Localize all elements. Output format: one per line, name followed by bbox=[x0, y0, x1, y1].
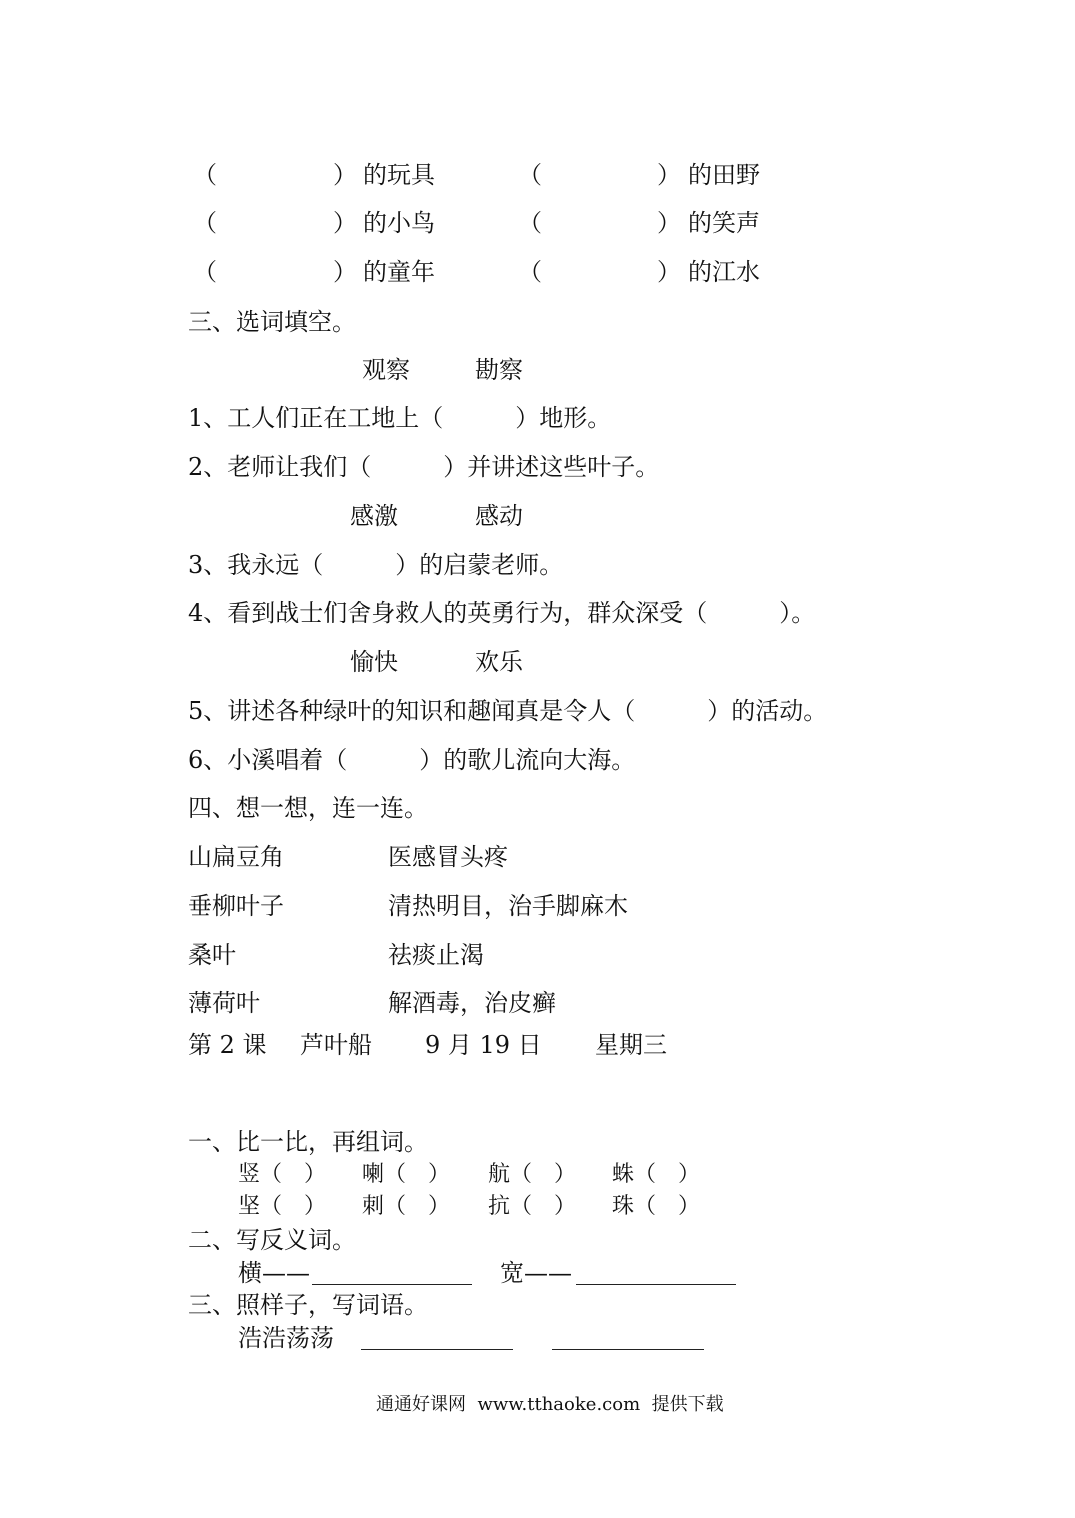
compare-word: 航（ ） bbox=[488, 1162, 577, 1187]
question-2: 2、老师让我们（ ）并讲述这些叶子。 bbox=[188, 453, 660, 481]
lesson-date: 9 月 19 日 bbox=[425, 1031, 542, 1059]
question-5: 5、讲述各种绿叶的知识和趣闻真是令人（ ）的活动。 bbox=[188, 697, 828, 725]
match-left-item: 薄荷叶 bbox=[188, 989, 260, 1017]
l2-section-2-heading: 二、写反义词。 bbox=[188, 1226, 356, 1254]
phrase-text: 的笑声 bbox=[688, 209, 760, 237]
compare-word: 刺（ ） bbox=[362, 1194, 451, 1219]
lesson-title: 芦叶船 bbox=[300, 1031, 372, 1059]
word-choice: 欢乐 bbox=[475, 648, 523, 676]
l2-section-3-heading: 三、照样子，写词语。 bbox=[188, 1291, 428, 1319]
compare-word: 蛛（ ） bbox=[612, 1162, 701, 1187]
phrase-text: 的童年 bbox=[363, 258, 435, 286]
phrase-text: 的江水 bbox=[688, 258, 760, 286]
match-right-item: 祛痰止渴 bbox=[388, 941, 484, 969]
answer-blank[interactable] bbox=[552, 1327, 704, 1350]
phrase-text: 的田野 bbox=[688, 161, 760, 189]
answer-blank[interactable] bbox=[361, 1327, 513, 1350]
antonym-prompt: 横—— bbox=[238, 1259, 310, 1287]
paren-close: ） bbox=[657, 258, 681, 286]
paren-open: （ bbox=[193, 258, 217, 286]
paren-close: ） bbox=[657, 209, 681, 237]
section-3-heading: 三、选词填空。 bbox=[188, 308, 356, 336]
word-choice: 勘察 bbox=[475, 356, 523, 384]
compare-word: 喇（ ） bbox=[362, 1162, 451, 1187]
word-choice: 感动 bbox=[475, 502, 523, 530]
paren-open: （ bbox=[518, 258, 542, 286]
phrase-text: 的玩具 bbox=[363, 161, 435, 189]
paren-open: （ bbox=[518, 209, 542, 237]
lesson-number: 第 2 课 bbox=[188, 1031, 267, 1059]
match-left-item: 桑叶 bbox=[188, 941, 236, 969]
paren-close: ） bbox=[333, 161, 357, 189]
paren-close: ） bbox=[657, 161, 681, 189]
question-4: 4、看到战士们舍身救人的英勇行为，群众深受（ ）。 bbox=[188, 599, 816, 627]
question-1: 1、工人们正在工地上（ ）地形。 bbox=[188, 404, 612, 432]
question-6: 6、小溪唱着（ ）的歌儿流向大海。 bbox=[188, 746, 636, 774]
word-choice: 感激 bbox=[350, 502, 398, 530]
paren-open: （ bbox=[193, 161, 217, 189]
answer-blank[interactable] bbox=[576, 1262, 736, 1285]
question-3: 3、我永远（ ）的启蒙老师。 bbox=[188, 551, 564, 579]
paren-open: （ bbox=[518, 161, 542, 189]
word-choice: 观察 bbox=[362, 356, 410, 384]
match-left-item: 山扁豆角 bbox=[188, 843, 284, 871]
compare-word: 坚（ ） bbox=[238, 1194, 327, 1219]
example-word: 浩浩荡荡 bbox=[238, 1324, 334, 1352]
l2-section-1-heading: 一、比一比，再组词。 bbox=[188, 1128, 428, 1156]
word-choice: 愉快 bbox=[350, 648, 398, 676]
lesson-weekday: 星期三 bbox=[595, 1031, 667, 1059]
paren-open: （ bbox=[193, 209, 217, 237]
section-4-heading: 四、想一想，连一连。 bbox=[188, 794, 428, 822]
match-right-item: 清热明目，治手脚麻木 bbox=[388, 892, 628, 920]
footer-text: 通通好课网 www.tthaoke.com 提供下载 bbox=[376, 1394, 724, 1415]
paren-close: ） bbox=[333, 258, 357, 286]
phrase-text: 的小鸟 bbox=[363, 209, 435, 237]
compare-word: 抗（ ） bbox=[488, 1194, 577, 1219]
compare-word: 珠（ ） bbox=[612, 1194, 701, 1219]
match-left-item: 垂柳叶子 bbox=[188, 892, 284, 920]
compare-word: 竖（ ） bbox=[238, 1162, 327, 1187]
match-right-item: 解酒毒，治皮癣 bbox=[388, 989, 556, 1017]
antonym-prompt: 宽—— bbox=[500, 1259, 572, 1287]
match-right-item: 医感冒头疼 bbox=[388, 843, 508, 871]
paren-close: ） bbox=[333, 209, 357, 237]
answer-blank[interactable] bbox=[312, 1262, 472, 1285]
